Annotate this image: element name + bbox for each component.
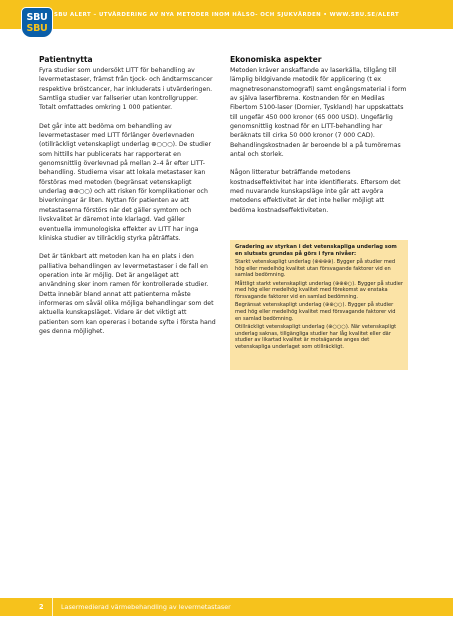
paragraph: Någon litteratur beträffande metodens kostnadseffektivitet har inte identifierats. Eftersom det med nuvarande kunskapsläge inte går att avgöra metodens effektivitet är det inte heller möjligt att bedöma kostnadseffektiviteten. (230, 169, 401, 214)
section-heading-ekonomiska-aspekter: Ekonomiska aspekter (230, 55, 322, 64)
paragraph: Fyra studier som undersökt LITT för behandling av levermetastaser, främst från tjock- och ändtarmscancer respektive bröstcancer, har inkluderats i utvärderingen. Samtliga studier var fallserier utan kontrollgrupper. Totalt omfattades omkring 1 000 patienter. (39, 67, 213, 112)
logo-text-bottom: SBU (26, 23, 48, 34)
paragraph: Metoden kräver anskaffande av laserkälla, tillgång till lämplig bildgivande metodik för applicering (t ex magnetresonanstomografi) samt engångsmaterial i form av själva laserfibrerna. Kostnanden för en Medilas Fibertom 5100-laser (Dornier, Tyskland) har uppskattats till ungefär 450 000 kronor (65 000 USD). Ungefärlig genomsnittlig kostnad för en LITT-behandling har beräknats till cirka 50 000 kronor (7 000 CAD). Behandlingskostnaden är beroende bl a på tumörernas antal och storlek. (230, 67, 407, 159)
right-column (230, 55, 407, 224)
section-heading-patientnytta: Patientnytta (39, 55, 93, 64)
info-box-item: Otillräckligt vetenskapligt underlag (⊕○○○). När vetenskapligt underlag saknas, tillgängliga studier har låg kvalitet eller där studier av likartad kvalitet är motsägande anges det vetenskapliga underlaget som otillräckligt. (235, 324, 397, 350)
sbu-logo (21, 7, 53, 38)
left-column (39, 55, 216, 345)
header-text: SBU ALERT – UTVÄRDERING AV NYA METODER INOM HÄLSO- OCH SJUKVÅRDEN • WWW.SBU.SE/ALERT (54, 12, 400, 18)
evidence-grading-box (230, 240, 408, 370)
footer-title: Lasermedierad värmebehandling av levermetastaser (61, 603, 231, 611)
footer-divider (52, 598, 53, 616)
info-box-title: Gradering av styrkan i det vetenskapliga underlag som en slutsats grundas på görs i fyra nivåer: (235, 244, 397, 257)
paragraph: Det är tänkbart att metoden kan ha en plats i den palliativa behandlingen av levermetastaser i de fall en operation inte är möjlig. Det är angeläget att användning sker inom ramen för kontrollerade studier. Detta innebär bland annat att patienterna måste informeras om såväl olika möjliga behandlingar som det aktuella kunskapsläget. Vidare är det viktigt att patienten som kan opereras i botande syfte i första hand ges denna möjlighet. (39, 253, 216, 335)
page-number: 2 (39, 603, 44, 611)
info-box-item: Måttligt starkt vetenskapligt underlag (⊕⊕⊕○). Bygger på studier med hög eller medelhög kvalitet med förekomst av enstaka försvagande faktorer vid en samlad bedömning. (235, 280, 404, 300)
info-box-item: Begränsat vetenskapligt underlag (⊕⊕○○). Bygger på studier med hög eller medelhög kvalitet med försvagande faktorer vid en samlad bedömning. (235, 302, 396, 322)
paragraph: Det går inte att bedöma om behandling av levermetastaser med LITT förlänger överlevnaden (otillräckligt vetenskapligt underlag ⊕○○○). De studier som hittills har publicerats har rapporterat en genomsnittlig överlevnad på mellan 2–4 år efter LITT-behandling. Studierna visar att lokala metastaser kan förstöras med metoden (begränsat vetenskapligt underlag ⊕⊕○○) och att risken för komplikationer och biverkningar är liten. Nyttan för patienten av att metastaserna förstörs när det gäller symtom och livskvalitet är däremot inte klarlagd. Vad gäller eventuella immunologiska effekter av LITT har inga kliniska studier av tillräcklig styrka påträffats. (39, 122, 212, 242)
logo-text-top: SBU (26, 12, 48, 23)
header-bar (0, 0, 453, 29)
info-box-item: Starkt vetenskapligt underlag (⊕⊕⊕⊕). Bygger på studier med hög eller medelhög kvalitet utan försvagande faktorer vid en samlad bedömning. (235, 259, 396, 279)
